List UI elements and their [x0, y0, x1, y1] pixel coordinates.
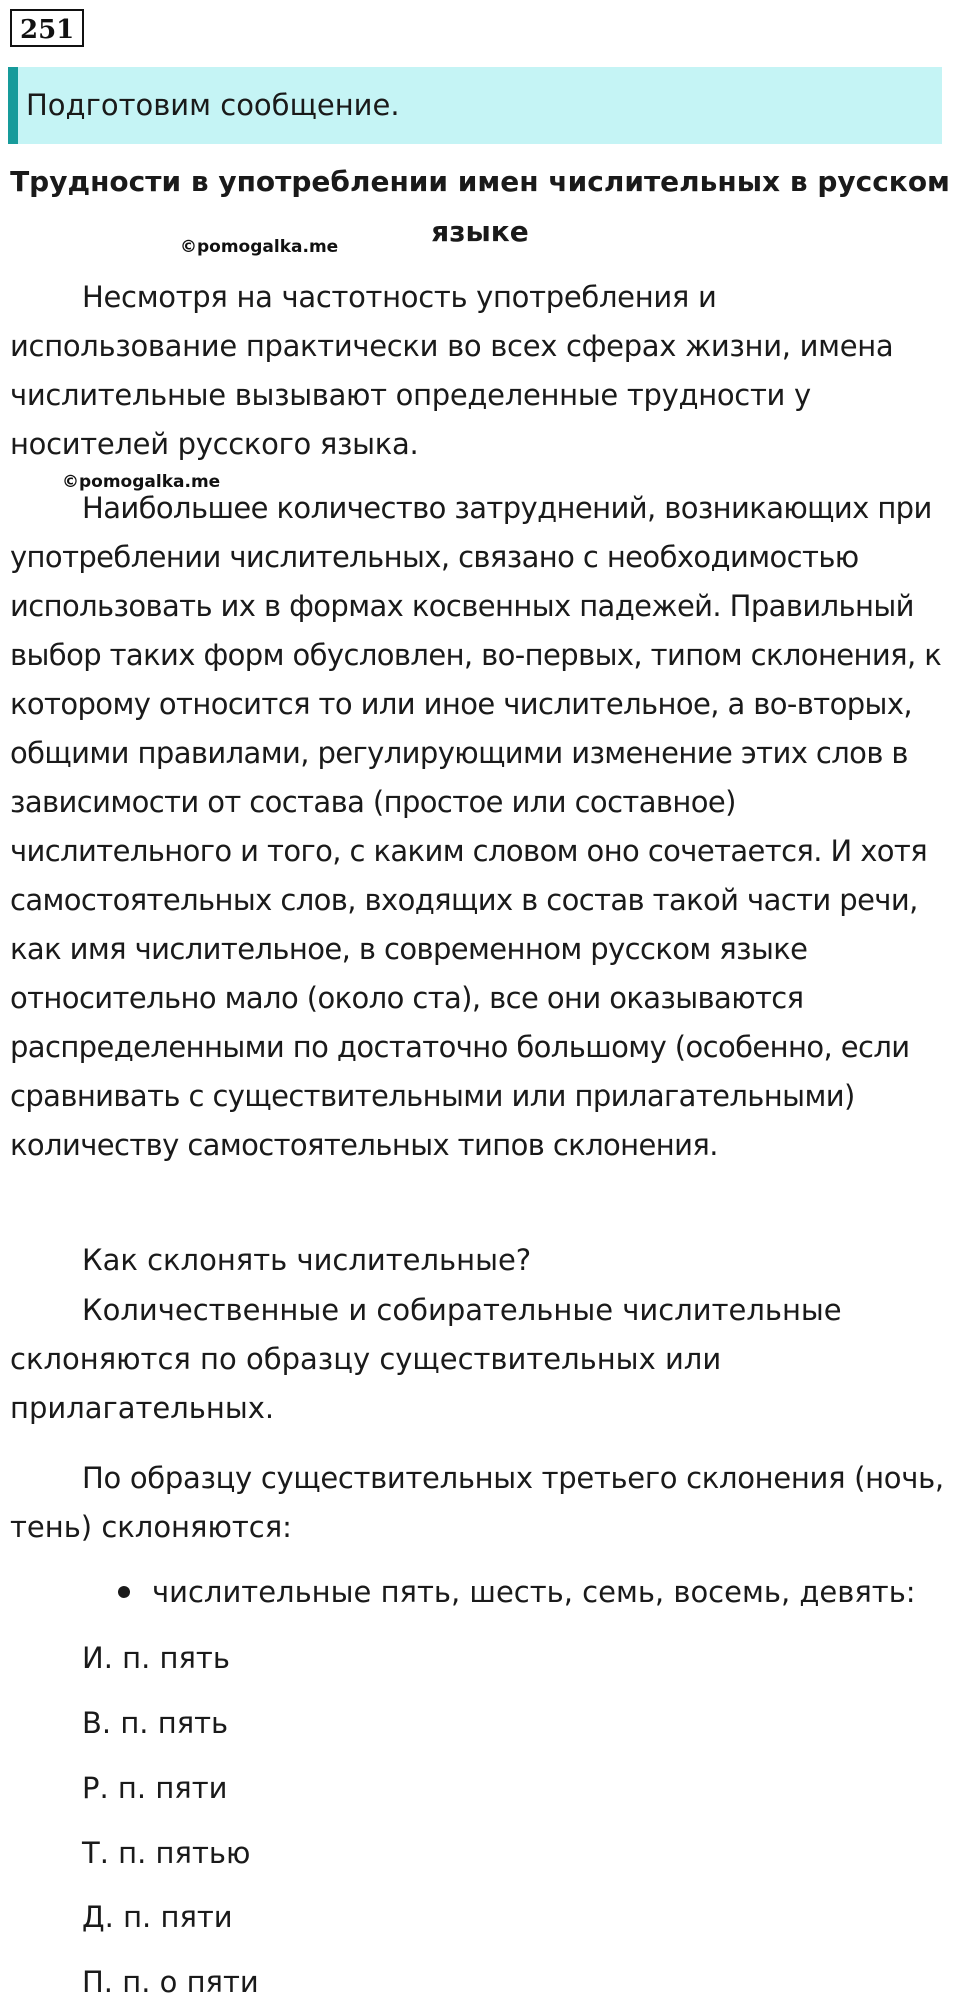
case-row: В. п. пять [82, 1706, 229, 1740]
bullet-icon [118, 1586, 130, 1598]
case-row: П. п. о пяти [82, 1965, 259, 1999]
case-row: Р. п. пяти [82, 1771, 228, 1805]
banner-text: Подготовим сообщение. [26, 88, 400, 122]
title-line-2: языке [431, 215, 529, 248]
case-row: Д. п. пяти [82, 1900, 233, 1934]
case-row: И. п. пять [82, 1641, 230, 1675]
third-declension-line-2: тень) склоняются: [10, 1510, 292, 1544]
bullet-text: числительные пять, шесть, семь, восемь, девять: [152, 1575, 916, 1609]
watermark: ©pomogalka.me [62, 472, 221, 492]
paragraph-2: Наибольшее количество затруднений, возникающих при употреблении числительных, связано с необходимостью использовать их в формах косвенных падежей. Правильный выбор таких форм обусловлен, во-первых, типом склонения, к которому относится то или иное числительное, а во-вторых, общими правилами, регулирующими изменение этих слов в зависимости от состава (простое или составное) числительного и того, с каким словом оно сочетается. И хотя самостоятельных слов, входящих в состав такой части речи, как имя числительное, в современном русском языке относительно мало (около ста), все они оказываются распределенными по достаточно большому (особенно, если сравнивать с существительными или прилагательными) количеству самостоятельных типов склонения. [10, 491, 942, 1162]
collective-line-1: Количественные и собирательные числительные [82, 1293, 842, 1327]
bullet-item [118, 1568, 916, 1617]
case-row: Т. п. пятью [82, 1836, 251, 1870]
question-line: Как склонять числительные? [82, 1243, 532, 1277]
watermark: ©pomogalka.me [180, 237, 339, 257]
collective-line-2: склоняются по образцу существительных или [10, 1342, 722, 1376]
banner [8, 67, 942, 144]
third-declension-line-1: По образцу существительных третьего склонения (ночь, [82, 1461, 944, 1495]
banner-accent-bar [8, 67, 18, 144]
task-number: 251 [10, 9, 84, 47]
paragraph-1: Несмотря на частотность употребления и использование практически во всех сферах жизни, имена числительные вызывают определенные трудности у носителей русского языка. [10, 280, 894, 461]
collective-line-3: прилагательных. [10, 1391, 275, 1425]
title-line-1: Трудности в употреблении имен числительных в русском [10, 165, 950, 198]
